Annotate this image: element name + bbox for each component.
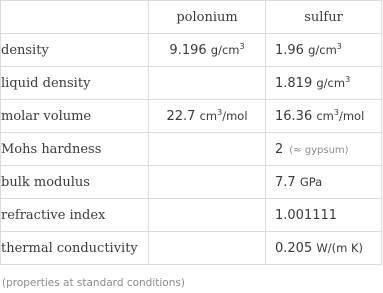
unit-text: g/cm: [210, 42, 240, 57]
table-header-row: [1, 1, 382, 34]
unit-exponent: 3: [345, 74, 351, 84]
polonium-value-cell: [149, 34, 266, 67]
value-number: 1.001111: [275, 207, 338, 223]
polonium-value-cell: [149, 232, 266, 265]
table-row: [1, 34, 382, 67]
sulfur-value-cell: [266, 34, 382, 67]
value-unit: [200, 109, 248, 123]
unit-exponent: 3: [217, 107, 223, 117]
unit-suffix: /mol: [222, 108, 248, 123]
value-number: 0.205: [275, 240, 313, 256]
value-unit: [316, 76, 350, 90]
value-number: 7.7: [275, 174, 296, 190]
table-row: [1, 67, 382, 100]
unit-text: cm: [199, 108, 218, 123]
header-corner-cell: [1, 1, 149, 34]
polonium-value-cell: [149, 199, 266, 232]
value-unit: [316, 109, 364, 123]
sulfur-value-cell: [266, 133, 382, 166]
unit-text: g/cm: [308, 42, 337, 57]
row-label: liquid density: [1, 67, 149, 100]
polonium-value-cell: [149, 166, 266, 199]
unit-exponent: 3: [333, 107, 339, 117]
value-number: 1.819: [275, 75, 313, 91]
table-row: [1, 199, 382, 232]
unit-exponent: 3: [336, 41, 342, 51]
value-unit: [211, 43, 245, 57]
value-unit: [308, 43, 342, 57]
value-number: 22.7: [166, 108, 196, 124]
polonium-value-cell: [149, 67, 266, 100]
polonium-value-cell: [149, 100, 266, 133]
table-row: [1, 166, 382, 199]
header-polonium: polonium: [149, 1, 266, 34]
sulfur-value-cell: [266, 67, 382, 100]
sulfur-value-cell: [266, 166, 382, 199]
sulfur-value-cell: [266, 100, 382, 133]
value-number: 2: [275, 141, 284, 157]
value-unit: [316, 241, 363, 255]
polonium-value-cell: [149, 133, 266, 166]
value-number: 1.96: [275, 42, 304, 58]
table-row: [1, 232, 382, 265]
sulfur-value-cell: [266, 232, 382, 265]
row-label: molar volume: [1, 100, 149, 133]
value-number: 16.36: [275, 108, 313, 124]
unit-text: cm: [316, 108, 334, 123]
unit-text: g/cm: [316, 75, 346, 90]
value-unit: [300, 175, 322, 189]
row-label: thermal conductivity: [1, 232, 149, 265]
unit-text: W/(m K): [316, 240, 363, 255]
row-label: bulk modulus: [1, 166, 149, 199]
value-note: (≈ gypsum): [289, 144, 349, 156]
footnote: (properties at standard conditions): [2, 277, 185, 289]
value-number: 9.196: [169, 42, 207, 58]
row-label: Mohs hardness: [1, 133, 149, 166]
header-sulfur: sulfur: [266, 1, 382, 34]
table-row: [1, 100, 382, 133]
unit-exponent: 3: [239, 41, 245, 51]
sulfur-value-cell: [266, 199, 382, 232]
row-label: density: [1, 34, 149, 67]
unit-text: GPa: [299, 174, 323, 189]
unit-suffix: /mol: [338, 108, 365, 123]
row-label: refractive index: [1, 199, 149, 232]
table-row: [1, 133, 382, 166]
